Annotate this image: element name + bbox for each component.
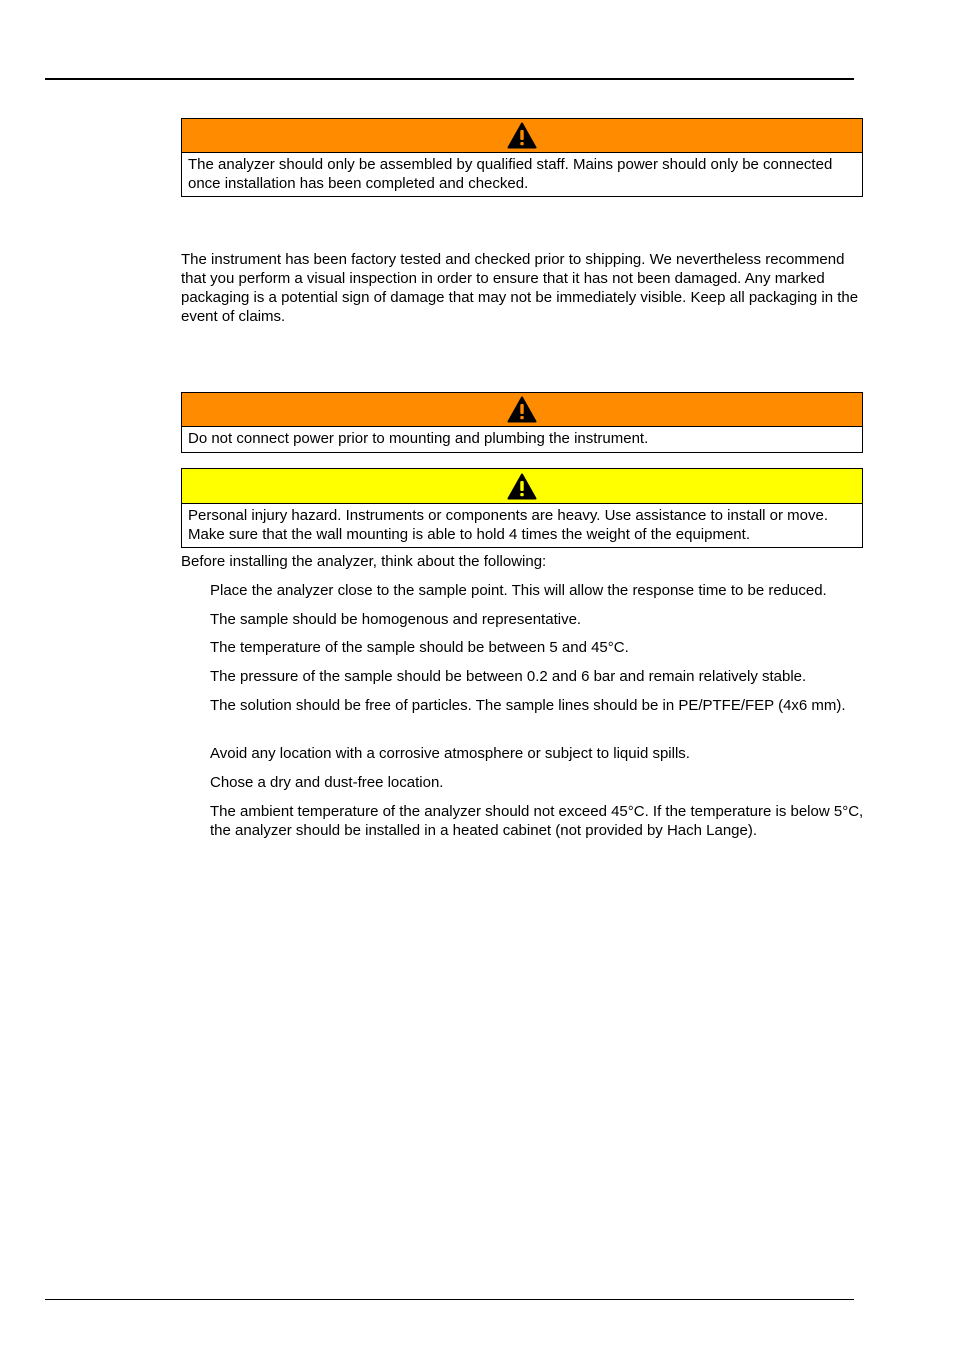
warning-triangle-icon [507, 396, 537, 423]
inspection-paragraph: The instrument has been factory tested and checked prior to shipping. We nevertheless recommend that you perform a visual inspection in order to ensure that it has not been damaged. Any marked packaging is a potential sign of damage that may not be immediately visible. Keep all packaging in the event of claims. [181, 251, 859, 325]
warning-text: The analyzer should only be assembled by qualified staff. Mains power should only be connected once installation has been completed and checked. [188, 156, 833, 192]
warning-triangle-icon [507, 122, 537, 149]
list-intro: Before installing the analyzer, think about the following: [181, 553, 547, 570]
warning-text: Do not connect power prior to mounting and plumbing the instrument. [188, 430, 649, 447]
list-item: Place the analyzer close to the sample point. This will allow the response time to be reduced. [210, 582, 827, 599]
list-item: Chose a dry and dust-free location. [210, 774, 444, 791]
list-item: The pressure of the sample should be between 0.2 and 6 bar and remain relatively stable. [210, 668, 807, 685]
footer-rule [45, 1299, 854, 1300]
list-item: The solution should be free of particles. The sample lines should be in PE/PTFE/FEP (4x6 mm). [210, 697, 846, 714]
header-rule [45, 78, 854, 80]
caution-header [182, 469, 862, 504]
list-item: Avoid any location with a corrosive atmosphere or subject to liquid spills. [210, 745, 690, 762]
warning-box-assembly [181, 118, 863, 197]
caution-text: Personal injury hazard. Instruments or components are heavy. Use assistance to install or move. Make sure that the wall mounting is able to hold 4 times the weight of the equipment. [188, 507, 829, 543]
caution-box-weight [181, 468, 863, 548]
warning-header [182, 119, 862, 153]
warning-box-power [181, 392, 863, 453]
list-item: The ambient temperature of the analyzer should not exceed 45°C. If the temperature is below 5°C, the analyzer should be installed in a heated cabinet (not provided by Hach Lange). [210, 803, 864, 839]
list-item: The sample should be homogenous and representative. [210, 611, 582, 628]
list-item: The temperature of the sample should be between 5 and 45°C. [210, 639, 629, 656]
warning-header [182, 393, 862, 427]
warning-triangle-icon [507, 473, 537, 500]
